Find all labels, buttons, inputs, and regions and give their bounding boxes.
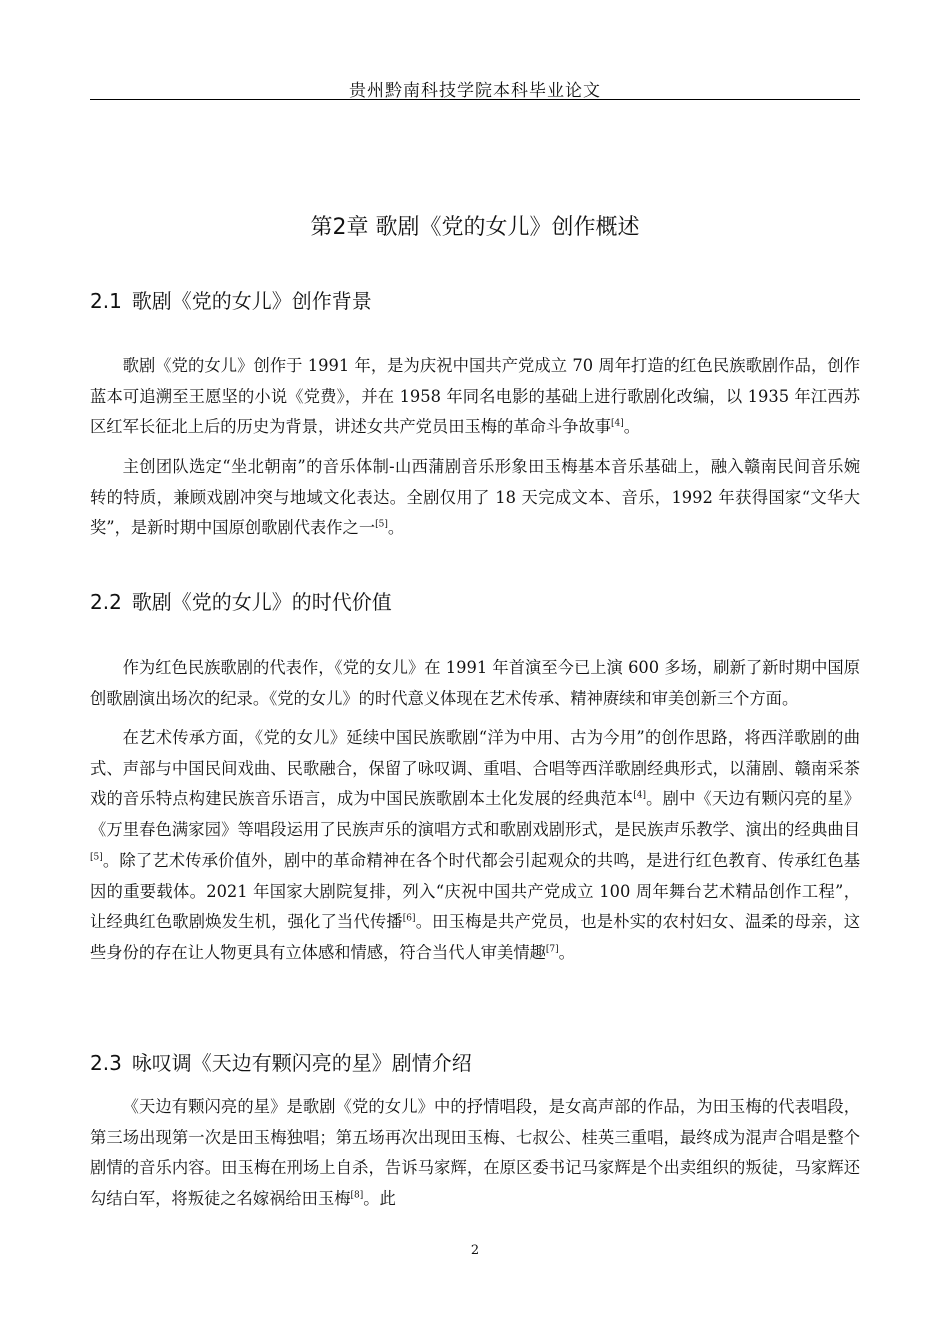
section-number: 2.1 [90,289,122,313]
citation-ref: [5] [375,519,388,530]
paragraph-text: 歌剧《党的女儿》创作于 1991 年，是为庆祝中国共产党成立 70 周年打造的红色民族歌剧作品，创作蓝本可追溯至王愿坚的小说《党费》，并在 1958 年同名电影的基础上进行歌剧化改编，以 1935 年江西苏区红军长征北上后的历史为背景，讲述女共产党员田玉梅的革命斗争故事 [90,356,860,437]
paragraph [90,653,860,714]
section-title: 咏叹调《天边有颗闪亮的星》剧情介绍 [131,1051,472,1075]
citation-ref: [4] [633,790,646,801]
section-title: 歌剧《党的女儿》的时代价值 [131,590,392,614]
paragraph-text: 主创团队选定“坐北朝南”的音乐体制-山西蒲剧音乐形象田玉梅基本音乐基础上，融入赣南民间音乐婉转的特质，兼顾戏剧冲突与地域文化表达。全剧仅用了 18 天完成文本、音乐，1992 年获得国家“文华大奖”，是新时期中国原创歌剧代表作之一 [90,457,860,538]
paragraph-text: 。 [387,518,405,538]
paragraph-text: 。除了艺术传承价值外，剧中的革命精神在各个时代都会引起观众的共鸣，是进行红色教育、传承红色基因的重要载体。2021 年国家大剧院复排，列入“庆祝中国共产党成立 100 周年舞台艺术精品创作工程”，让经典红色歌剧焕发生机，强化了当代传播 [90,850,860,932]
paragraph-text: 。 [558,942,575,962]
paragraph-text: 《天边有颗闪亮的星》是歌剧《党的女儿》中的抒情唱段，是女高声部的作品，为田玉梅的代表唱段，第三场出现第一次是田玉梅独唱；第五场再次出现田玉梅、七叔公、桂英三重唱，最终成为混声合唱是整个剧情的音乐内容。田玉梅在刑场上自杀，告诉马家辉，在原区委书记马家辉是个出卖组织的叛徒，马家辉还勾结白军，将叛徒之名嫁祸给田玉梅 [90,1097,860,1209]
paragraph [90,452,860,544]
page-number: 2 [470,1243,480,1258]
chapter-title: 第2章 歌剧《党的女儿》创作概述 [310,215,640,240]
section-heading-2-1 [90,285,860,314]
header-rule [90,99,860,100]
section-number: 2.3 [90,1051,122,1075]
section-heading-2-2 [90,586,860,615]
section-title: 歌剧《党的女儿》创作背景 [131,289,372,313]
citation-ref: [6] [402,913,416,924]
citation-ref: [4] [611,418,624,429]
running-header: 贵州黔南科技学院本科毕业论文 [349,81,601,101]
section-number: 2.2 [90,590,122,614]
paragraph [90,1092,860,1215]
citation-ref: [5] [90,852,103,863]
paragraph-text: 。剧中《天边有颗闪亮的星》《万里春色满家园》等唱段运用了民族声乐的演唱方式和歌剧戏剧形式，是民族声乐教学、演出的经典曲目 [90,789,860,840]
paragraph-text: 。此 [363,1189,396,1209]
paragraph-text: 作为红色民族歌剧的代表作，《党的女儿》在 1991 年首演至今已上演 600 多场，刷新了新时期中国原创歌剧演出场次的纪录。《党的女儿》的时代意义体现在艺术传承、精神赓续和审美创新三个方面。 [90,658,860,708]
section-heading-2-3 [90,1047,860,1076]
paragraph-text: 。 [623,417,641,437]
citation-ref: [8] [350,1190,364,1201]
paragraph [90,723,860,969]
paragraph [90,351,860,443]
paragraph-text: 在艺术传承方面，《党的女儿》延续中国民族歌剧“洋为中用、古为今用”的创作思路，将西洋歌剧的曲式、声部与中国民间戏曲、民歌融合，保留了咏叹调、重唱、合唱等西洋歌剧经典形式，以蒲剧、赣南采茶戏的音乐特点构建民族音乐语言，成为中国民族歌剧本土化发展的经典范本 [90,728,860,809]
citation-ref: [7] [545,944,559,955]
paragraph-text: 。田玉梅是共产党员，也是朴实的农村妇女、温柔的母亲，这些身份的存在让人物更具有立体感和情感，符合当代人审美情趣 [90,912,860,962]
